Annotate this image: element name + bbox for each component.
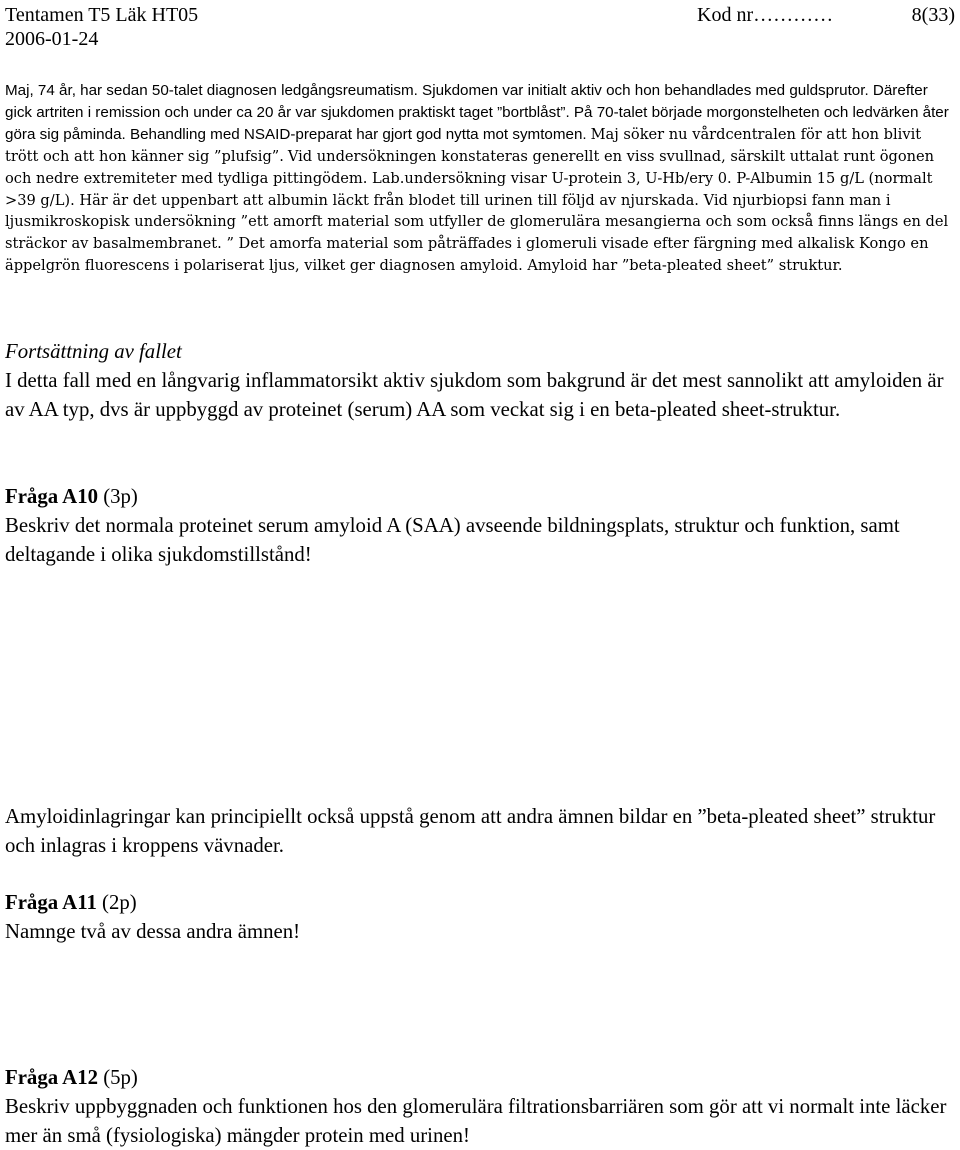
question-a11-points: (2p) <box>96 891 137 914</box>
question-a11-heading <box>5 888 957 917</box>
continuation-text: I detta fall med en långvarig inflammatorsikt aktiv sjukdom som bakgrund är det mest sannolikt att amyloiden är av AA typ, dvs är uppbyggd av proteinet (serum) AA som veckat sig i en beta-pleated sheet-struktur. <box>5 369 944 421</box>
header-date: 2006-01-24 <box>5 28 99 50</box>
header-page-number: 8(33) <box>911 4 955 26</box>
question-a12-heading <box>5 1063 957 1092</box>
question-a10-label: Fråga A10 <box>5 485 98 508</box>
question-a12-text: Beskriv uppbyggnaden och funktionen hos den glomerulära filtrationsbarriären som gör att vi normalt inte läcker mer än små (fysiologiska) mängder protein med urinen! <box>5 1095 947 1147</box>
header-code-field: Kod nr………… <box>697 4 834 26</box>
question-a11-label: Fråga A11 <box>5 891 97 914</box>
question-a10-text: Beskriv det normala proteinet serum amyloid A (SAA) avseende bildningsplats, struktur och funktion, samt deltagande i olika sjukdomstillstånd! <box>5 514 900 566</box>
header-exam-title: Tentamen T5 Läk HT05 <box>5 4 199 26</box>
continuation-heading: Fortsättning av fallet <box>5 340 182 363</box>
amyloid-paragraph: Amyloidinlagringar kan principiellt också uppstå genom att andra ämnen bildar en ”beta-pleated sheet” struktur och inlagras i kroppens vävnader. <box>5 805 936 857</box>
question-a10-heading <box>5 482 957 511</box>
question-a12-points: (5p) <box>98 1066 138 1089</box>
question-a10-points: (3p) <box>98 485 138 508</box>
case-visit-text: Maj söker nu vårdcentralen för att hon blivit trött och att hon känner sig ”plufsig”. <box>5 125 922 165</box>
case-history-text: Maj, 74 år, har sedan 50-talet diagnosen ledgångsreumatism. Sjukdomen var initialt aktiv och hon behandlades med guldsprutor. Därefter gick artriten i remission och under ca 20 år var sjukdomen praktiskt taget ”bortblåst”. På 70-talet började morgonstelheten och ledvärken åter göra sig påminda. Behandling med NSAID-preparat har gjort god nytta mot symtomen. <box>5 82 949 143</box>
question-a11-text: Namnge två av dessa andra ämnen! <box>5 920 301 943</box>
case-description <box>5 80 955 277</box>
question-a12-label: Fråga A12 <box>5 1066 98 1089</box>
case-exam-text: Vid undersökningen konstateras generellt en viss svullnad, särskilt uttalat runt ögonen och nedre extremiteter med tydliga pittingödem. Lab.undersökning visar U-protein 3, U-Hb/ery 0. P-Albumin 15 g/L (normalt >39 g/L). Här är det uppenbart att albumin läckt från blodet till urinen till följd av njurskada. Vid njurbiopsi fann man i ljusmikroskopisk undersökning ”ett amorft material som utfyller de glomerulära mesangierna och som också finns längs en del sträckor av basalmembranet. ” Det amorfa material som påträffades i glomeruli visade efter färgning med alkalisk Kongo en äppelgrön fluorescens i polariserat ljus, vilket ger diagnosen amyloid. Amyloid har ”beta-pleated sheet” struktur. <box>5 147 949 275</box>
